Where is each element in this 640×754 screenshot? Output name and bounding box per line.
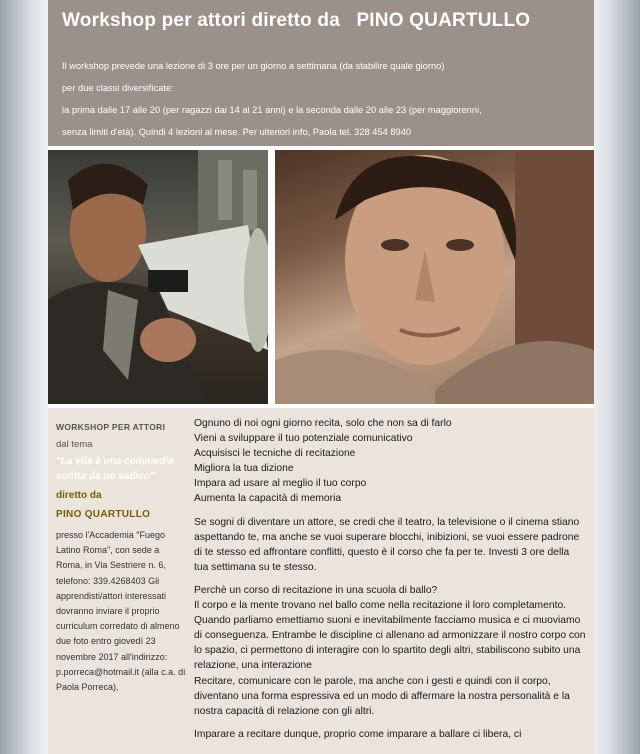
photo-portrait — [275, 150, 594, 404]
photo-man-with-megaphone — [48, 150, 268, 404]
list-item: Acquisisci le tecniche di recitazione — [194, 448, 356, 460]
sidebar — [56, 422, 186, 695]
sidebar-heading: WORKSHOP PER ATTORI — [56, 422, 166, 432]
sidebar-director-name: PINO QUARTULLO — [56, 509, 151, 520]
main-text — [194, 416, 586, 742]
paragraph-closing: Imparare a recitare dunque, proprio come imparare a ballare ci libera, ci — [194, 728, 522, 740]
header-banner — [48, 0, 594, 146]
sidebar-theme-label: dal tema — [56, 439, 93, 450]
sidebar-contact-info: presso l'Accademia "Fuego Latino Roma", con sede a Roma, in Via Sestriere n. 6, telefono: 339.4268403 Gli apprendisti/attori interessati dovranno inviare il proprio curriculum corredato di almeno due foto entro giovedì 23 novembre 2017 all'indirizzo: p.porreca@hotmail.it (alla c.a. di Paola Porreca), — [56, 530, 186, 693]
info-panel — [48, 408, 594, 754]
paragraph-why-dance: Perchè un corso di recitazione in una scuola di ballo? Il corpo e la mente trovano nel ballo come nella recitazione il loro completamento. Quando parliamo emettiamo suoni e inevitabilmente facciamo musica e ci muoviamo di conseguenza. Entrambe le discipline ci allenano ad armonizzare il nostro corpo con lo spazio, ci permettono di interagire con lo spartito degli altri, stabiliscono subito una relazione, una interazione Recitare, comunicare con le parole, ma anche con i gesti e quindi con il corpo, diventano una forma espressiva ed un modo di affermare la nostra personalità e la nostra capacità di relazione con gli altri. — [194, 584, 586, 717]
header-info — [62, 55, 482, 143]
header-line: per due classi diversificate: — [62, 83, 174, 93]
header-line: la prima dalle 17 alle 20 (per ragazzi dai 14 ai 21 anni) e la seconda dalle 20 alle 23 (per maggiorenni, — [62, 105, 482, 115]
list-item: Ognuno di noi ogni giorno recita, solo che non sa di farlo — [194, 418, 452, 429]
sidebar-directed-by: diretto da — [56, 490, 102, 501]
list-item: Impara ad usare al meglio il tuo corpo — [194, 478, 367, 490]
page-title: Workshop per attori diretto da PINO QUARTULLO — [62, 10, 531, 31]
list-item: Aumenta la capacità di memoria — [194, 493, 342, 505]
flyer-page — [48, 0, 594, 754]
list-item: Vieni a sviluppare il tuo potenziale comunicativo — [194, 433, 413, 445]
header-line: senza limiti d'età). Quindi 4 lezioni al mese. Per ulteriori info, Paola tel. 328 454 8940 — [62, 127, 412, 137]
header-line: Il workshop prevede una lezione di 3 ore per un giorno a settimana (da stabilire quale giorno) — [62, 61, 445, 71]
list-item: Migliora la tua dizione — [194, 463, 294, 475]
paragraph-intro: Se sogni di diventare un attore, se credi che il teatro, la televisione o il cinema stiano aspettando te, ma anche se vuoi superare blocchi, inibizioni, se vuoi essere padrone di te stesso ed affrontare conflitti, questo è il corso che fa per te. Investi 3 ore della tua settimana su te stesso. — [194, 516, 580, 573]
sidebar-quote: "La vita è una commedia scritta da un sadico" — [56, 456, 174, 482]
benefits-list — [194, 416, 586, 507]
